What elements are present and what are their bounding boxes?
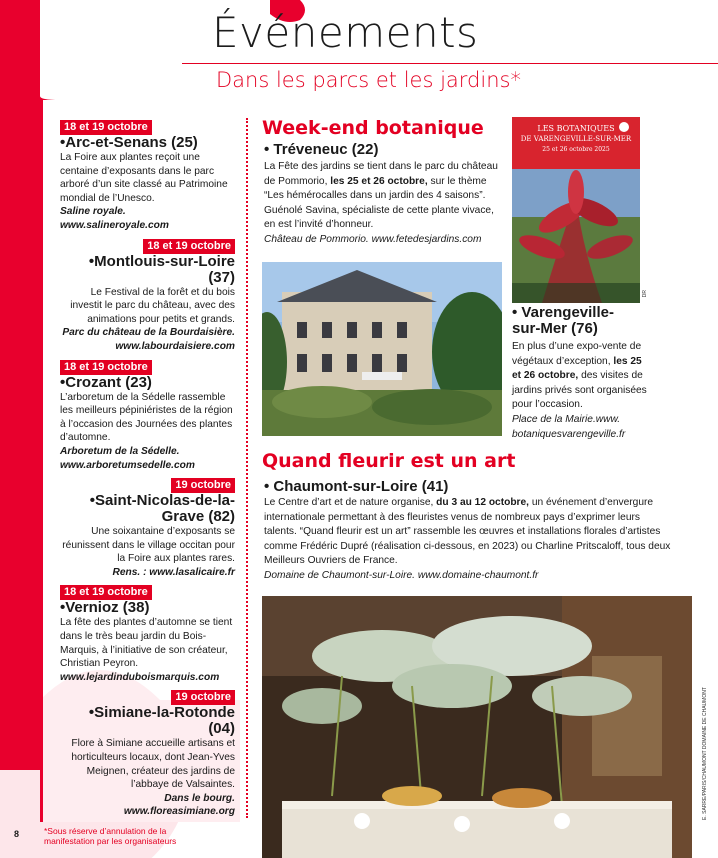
varengeville-body-dates: les 25 et 26 octobre,: [512, 355, 642, 382]
column-divider: [246, 118, 248, 818]
fleurir-section-title: Quand fleurir est un art: [262, 450, 516, 472]
fleurir-body-text: Le Centre d’art et de nature organise,: [264, 497, 437, 508]
event-title: •Simiane-la-Rotonde (04): [88, 704, 235, 738]
event-crozant: [60, 360, 235, 473]
event-info: Saline royale. www.salineroyale.com: [60, 206, 169, 231]
event-arc-et-senans: [60, 120, 235, 233]
event-body: Flore à Simiane accueille artisans et horticulteurs locaux, dont Jean-Yves Meignen, créateur des jardins de l’abbaye de Valsaintes.: [71, 738, 235, 791]
varengeville-body: [512, 340, 652, 442]
event-date: 18 et 19 octobre: [60, 120, 152, 135]
left-event-list: [60, 120, 235, 819]
event-body: L’arboretum de la Sédelle rassemble les meilleurs pépiniéristes de la région à l’occasion des Journées des plantes d’automne.: [60, 391, 233, 444]
poster-credit: DR: [642, 290, 648, 298]
weekend-section-title: Week-end botanique: [262, 117, 484, 139]
weekend-body-dates: les 25 et 26 octobre,: [330, 175, 428, 187]
fleurir-town: • Chaumont-sur-Loire (41): [264, 478, 449, 495]
event-info: Parc du château de la Bourdaisière. www.labourdaisiere.com: [62, 327, 235, 352]
fleurir-body-text-2: un événement d’envergure internationale permettant à des fleuristes venus de nombreux pays d’exprimer leurs talents. “Quand fleurir est un art” rassemble les œuvres et installations florales d’artistes comme Frédéric Dupré (réalisation ci-dessous, en 2023) ou Charline Pritscaloff, tous deux Meilleurs Ouvriers de France.: [264, 497, 671, 567]
event-title: •Montlouis-sur-Loire (37): [88, 252, 235, 286]
event-title: •Arc-et-Senans (25): [60, 134, 198, 151]
footnote: *Sous réserve d’annulation de la manifestation par les organisateurs: [44, 826, 177, 846]
fleurir-body-dates: du 3 au 12 octobre,: [436, 497, 530, 508]
fleurir-body: [264, 496, 674, 584]
event-info: Rens. : www.lasalicaire.fr: [112, 566, 235, 578]
poster-heading: [512, 124, 640, 156]
event-date: 18 et 19 octobre: [143, 239, 235, 254]
header-divider: [182, 63, 718, 64]
event-title: •Saint-Nicolas-de-la-Grave (82): [89, 492, 235, 526]
weekend-body: [264, 160, 502, 248]
event-date: 19 octobre: [171, 690, 235, 705]
event-body: La Foire aux plantes reçoit une centaine d’exposants dans le parc arboré d’un site classé au Patrimoine mondial de l’Unesco.: [60, 152, 228, 204]
event-date: 18 et 19 octobre: [60, 360, 152, 375]
event-date: 18 et 19 octobre: [60, 585, 152, 600]
page-title: Événements: [212, 8, 479, 57]
varengeville-body-text-2: des visites de jardins privés sont organisées pour l’occasion.: [512, 370, 647, 411]
event-info: Dans le bourg. www.floreasimiane.org: [123, 792, 235, 818]
varengeville-info: Place de la Mairie.www. botaniquesvarengeville.fr: [512, 413, 626, 440]
fleurir-info: Domaine de Chaumont-sur-Loire. www.domaine-chaumont.fr: [264, 569, 539, 581]
page-subtitle: Dans les parcs et les jardins*: [216, 68, 521, 92]
poster-dates: 25 et 26 octobre 2025: [542, 146, 610, 153]
varengeville-body-text: En plus d’une expo-vente de végétaux d’exception,: [512, 341, 642, 367]
weekend-town: • Tréveneuc (22): [264, 141, 379, 158]
varengeville-town: • Varengeville-sur-Mer (76): [512, 304, 614, 337]
event-info: Arboretum de la Sédelle. www.arboretumsedelle.com: [60, 445, 195, 471]
event-body: Le Festival de la forêt et du bois investit le parc du château, avec des animations pour petits et grands.: [70, 286, 235, 325]
event-date: 19 octobre: [171, 478, 235, 493]
event-montlouis: [60, 239, 235, 354]
event-vernioz: [60, 585, 235, 684]
weekend-body-text-2: sur le thème “Les hémérocalles dans un jardin des 4 saisons”. Guénolé Savina, spécialiste de cette plante vivace, en est l’invité d’honneur.: [264, 175, 494, 231]
event-body: La fête des plantes d’automne se tient dans le très beau jardin du Bois-Marquis, à l’initiative de son créateur, Christian Peyron.: [60, 617, 233, 670]
event-info: www.lejardinduboismarquis.com: [60, 671, 220, 683]
weekend-body-text: La Fête des jardins se tient dans le parc du château de Pommorio,: [264, 161, 498, 187]
chateau-photo: [262, 262, 502, 436]
event-saint-nicolas: [60, 478, 235, 579]
floral-photo-credit: E. SARRE/PARIS/CHAUMONT DOMAINE DE CHAUMONT: [702, 687, 708, 820]
weekend-info: Château de Pommorio. www.fetedesjardins.com: [264, 233, 482, 245]
event-simiane: [60, 690, 235, 819]
event-body: Une soixantaine d’exposants se réunissent dans le village occitan pour la Foire aux plantes rares.: [62, 526, 235, 565]
poster-line1: LES BOTANIQUES: [537, 124, 615, 133]
poster-line2: DE VARENGEVILLE-SUR-MER: [520, 135, 632, 143]
page-number: 8: [14, 829, 20, 839]
floral-installation-photo: [262, 596, 692, 858]
event-title: •Vernioz (38): [60, 599, 150, 617]
event-title: •Crozant (23): [60, 373, 152, 391]
